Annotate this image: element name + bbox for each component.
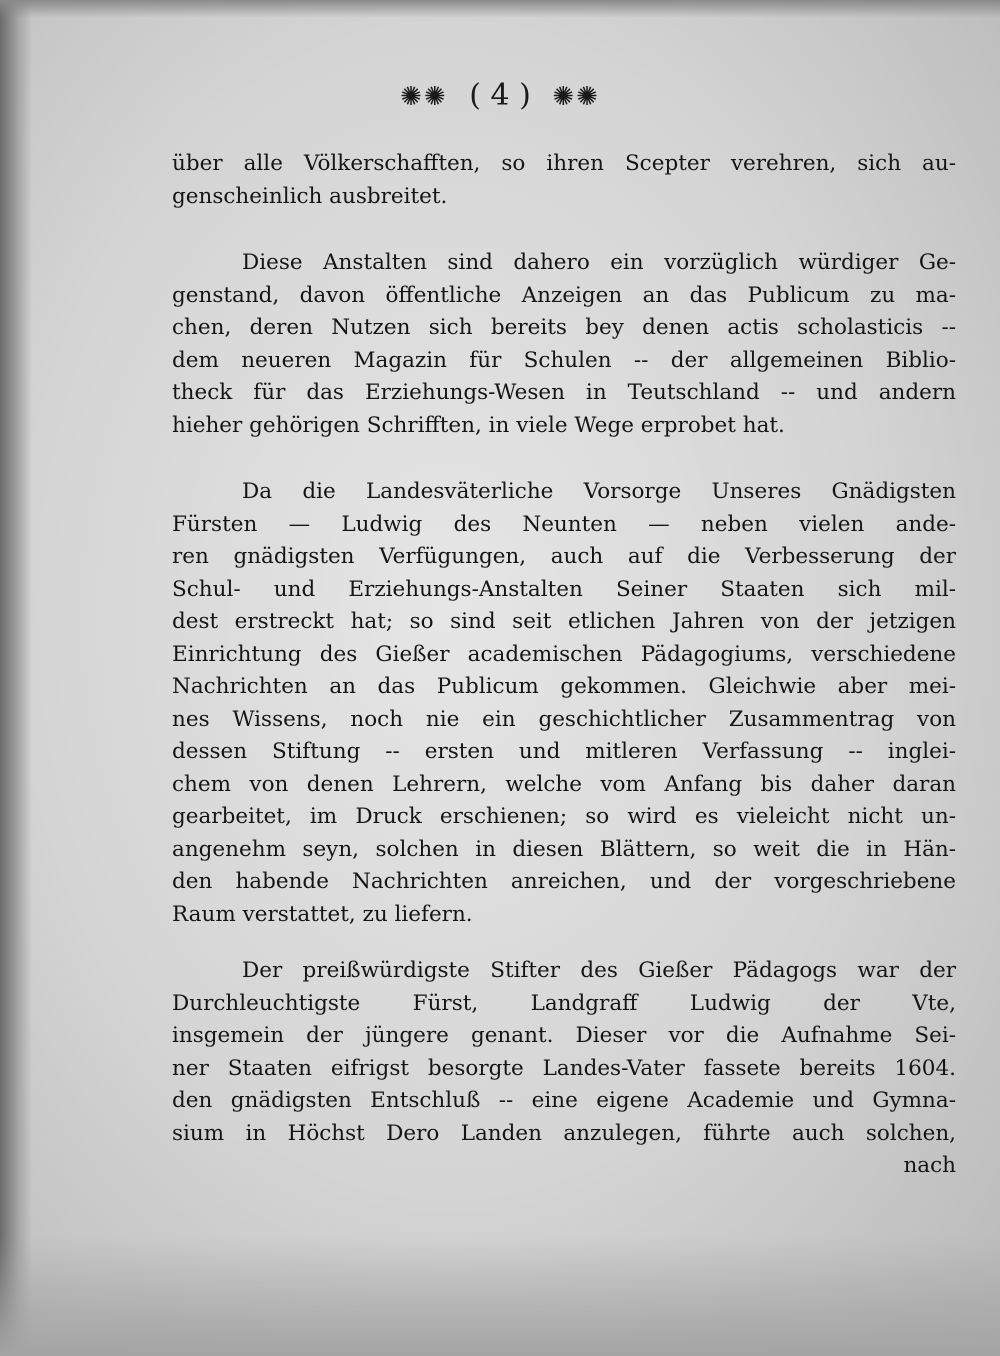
ornament-right: ✺✺ [552,82,600,112]
text-line: chem von denen Lehrern, welche vom Anfang bis daher daran [172,771,956,797]
text-line: angenehm seyn, solchen in diesen Blättern, so weit die in Hän- [172,836,956,862]
text-line: dessen Stiftung -- ersten und mitleren Verfassung -- inglei- [172,739,956,764]
text-line: Fürsten — Ludwig des Neunten — neben vielen ande- [172,511,956,537]
text-line: ner Staaten eifrigst besorgte Landes-Vater fassete bereits 1604. [172,1055,956,1081]
text-line: nes Wissens, noch nie ein geschichtlicher Zusammentrag von [172,706,956,732]
page-shadow-top [0,0,1000,18]
text-line: über alle Völkerschafften, so ihren Scepter verehren, sich au- [172,151,956,176]
catchword: nach [903,1153,956,1178]
text-line: sium in Höchst Dero Landen anzulegen, führte auch solchen, [172,1120,956,1146]
text-line: Nachrichten an das Publicum gekommen. Gleichwie aber mei- [172,674,956,699]
text-line: dem neueren Magazin für Schulen -- der allgemeinen Biblio- [172,347,956,373]
text-line: dest erstreckt hat; so sind seit etlichen Jahren von der jetzigen [172,609,956,634]
text-line: den gnädigsten Entschluß -- eine eigene Academie und Gymna- [172,1088,956,1113]
paragraph-continuation [172,148,956,213]
text-line: genscheinlich ausbreitet. [172,183,448,209]
paragraph-vorsorge [172,476,956,931]
text-line: insgemein der jüngere genant. Dieser vor die Aufnahme Sei- [172,1023,956,1048]
paragraph-stifter [172,955,956,1183]
text-line: Durchleuchtigste Fürst, Landgraff Ludwig der Vte, [172,990,956,1016]
text-line: Einrichtung des Gießer academischen Pädagogiums, verschiedene [172,641,956,667]
text-line: genstand, davon öffentliche Anzeigen an das Publicum zu ma- [172,282,956,308]
text-line: hieher gehörigen Schrifften, in viele Wege erprobet hat. [172,412,785,438]
text-line: Da die Landesväterliche Vorsorge Unseres Gnädigsten [242,479,956,504]
text-line: Diese Anstalten sind dahero ein vorzüglich würdiger Ge- [242,250,956,275]
text-line: theck für das Erziehungs-Wesen in Teutschland -- und andern [172,380,956,405]
text-line: Schul- und Erziehungs-Anstalten Seiner Staaten sich mil- [172,576,956,602]
text-line: den habende Nachrichten anreichen, und der vorgeschriebene [172,869,956,894]
text-line: Der preißwürdigste Stifter des Gießer Pädagogs war der [242,958,956,983]
text-line: Raum verstattet, zu liefern. [172,901,473,927]
page-header [0,78,1000,113]
text-line: chen, deren Nutzen sich bereits bey denen actis scholasticis -- [172,315,956,340]
page-shadow-bottom [0,1236,1000,1356]
text-line: ren gnädigsten Verfügungen, auch auf die Verbesserung der [172,544,956,569]
text-line: gearbeitet, im Druck erschienen; so wird es vieleicht nicht un- [172,804,956,829]
ornament-left: ✺✺ [400,82,448,112]
page-shadow-left [0,0,32,1356]
paragraph-anstalten [172,247,956,442]
page-number: ( 4 ) [469,78,531,113]
